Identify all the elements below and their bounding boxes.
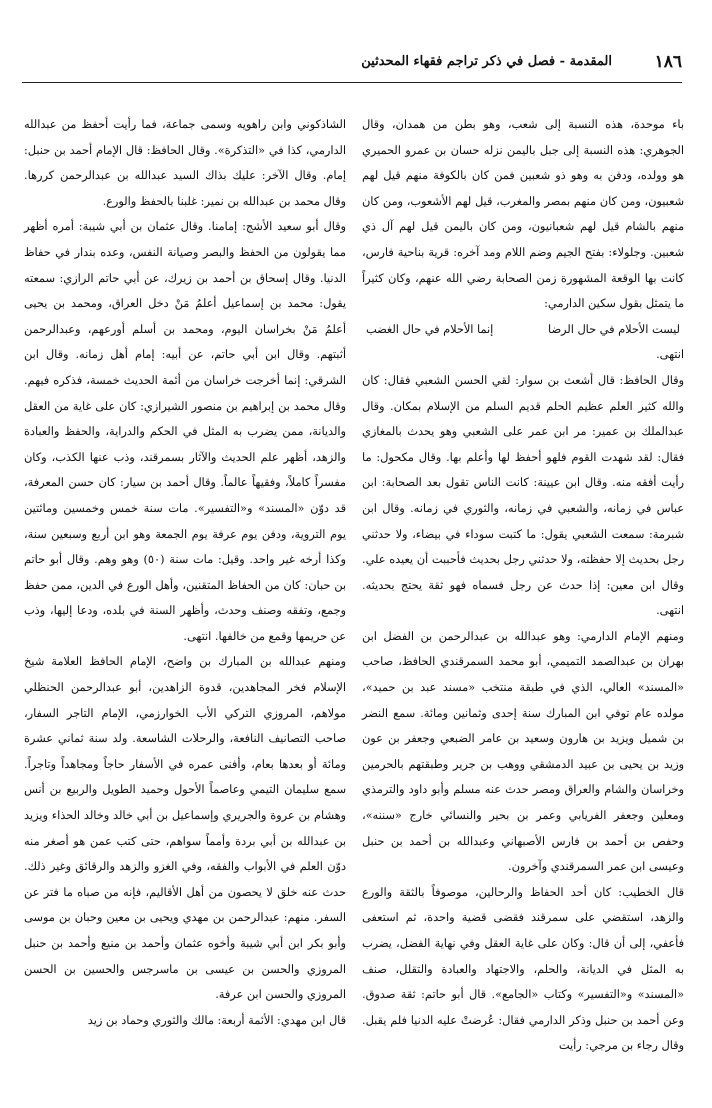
right-column	[362, 112, 684, 1059]
paragraph: باء موحدة، هذه النسبة إلى شعب، وهو بطن من همدان، وقال الجوهري: هذه النسبة إلى جبل باليمن نزله حسان بن عمرو الحميري هو وولده، ودفن به وهو ذو شعبين فمن كان بالكوفة منهم قيل لهم شعبيون، ومن كان منهم بمصر والمغرب، قيل لهم الأشعوب، ومن كان منهم بالشام قيل لهم شعبانيون، ومن كان باليمن قيل لهم آل ذي شعبين. وجلولاء: بفتح الجيم وضم اللام ومد آخره: قرية بناحية فارس، كانت بها الوقعة المشهورة زمن الصحابة رضي الله عنهم، وكان كثيراً ما يتمثل بقول سكين الدارمي:	[362, 118, 684, 311]
paragraph: ومنهم الإمام الدارمي: وهو عبدالله بن عبدالرحمن بن الفضل ابن بهران بن عبدالصمد التميمي، أبو محمد السمرقندي الحافظ، صاحب «المسند» العالي، الذي في طبقة منتخب «مسند عبد بن حميد»، مولده عام توفي ابن المبارك سنة إحدى وثمانين ومائة. سمع النضر بن شميل ويزيد بن هارون وسعيد بن عامر الضبعي وجعفر بن عون وزيد بن يحيى بن عبيد الدمشقي ووهب بن جرير وطبقتهم بالحرمين وخراسان والشام والعراق ومصر حدث عنه مسلم وأبو داود والترمذي ومعلين وجعفر الفريابي وعمر بن بحير والنسائي خارج «سننه»، وحفص بن أحمد بن فارس الأصبهاني وعبدالله بن أحمد بن حنبل وعيسى ابن عمر السمرقندي وآخرون.	[362, 629, 684, 874]
left-column	[24, 112, 346, 1033]
paragraph: قال ابن مهدي: الأئمة أربعة: مالك والثوري وحماد بن زيد	[87, 1013, 346, 1027]
paragraph-end: انتهى.	[656, 348, 684, 362]
poetry-verse	[362, 317, 684, 343]
page-header	[22, 52, 682, 83]
paragraph: ومنهم عبدالله بن المبارك بن واضح، الإمام الحافظ العلامة شيخ الإسلام فخر المجاهدين، قدوة الزاهدين، أبو عبدالرحمن الحنظلي مولاهم، المروزي التركي الأب الخوارزمي، الإمام التاجر السفار، صاحب التصانيف النافعة، والرحلات الشاسعة. ولد سنة ثماني عشرة ومائة أو بعدها بعام، وأفنى عمره في الأسفار حاجاً ومجاهداً وتاجراً. سمع سليمان التيمي وعاصماً الأحول وحميد الطويل والربيع بن أنس وهشام بن عروة والجريري وإسماعيل بن أبي خالد وخالد الحذاء ويزيد بن عبدالله بن أبي بردة وأمماً سواهم، حتى كتب عمن هو أصغر منه دوّن العلم في الأبواب والفقه، وفي الغزو والزهد والرقائق وغير ذلك. حدث عنه خلق لا يحصون من أهل الأقاليم، فإنه من صباه ما فتر عن السفر. منهم: عبدالرحمن بن مهدي ويحيى بن معين وحبان بن موسى وأبو بكر ابن أبي شيبة وأخوه عثمان وأحمد بن منيع وأحمد بن حنبل المروزي والحسن بن عيسى بن ماسرجس والحسين بن الحسن المروزي والحسن ابن عرفة.	[24, 655, 346, 1002]
page-number: ١٨٦	[654, 52, 682, 72]
paragraph: قال الخطيب: كان أحد الحفاظ والرحالين، موصوفاً بالثقة والورع والزهد، استقضي على سمرقند فقضى قضية واحدة، ثم استعفى فأعفي، إلى أن قال: وكان على غاية العقل وفي نهاية الفضل، يضرب به المثل في الديانة، والحلم، والاجتهاد والعبادة والتقلل، صنف «المسند» و«التفسير» وكتاب «الجامع». قال أبو حاتم: ثقة صدوق. وعن أحمد بن حنبل وذكر الدارمي فقال: عُرضتْ عليه الدنيا فلم يقبل. وقال رجاء بن مرجي: رأيت	[362, 885, 684, 1053]
running-title: المقدمة - فصل في ذكر تراجم فقهاء المحدثين	[361, 54, 612, 69]
paragraph: الشاذكوني وابن راهويه وسمى جماعة، فما رأيت أحفظ من عبدالله الدارمي، كذا في «التذكرة». وقال الحافظ: قال الإمام أحمد بن حنبل: إمام. وقال الآخر: عليك بذاك السيد عبدالله بن عبدالرحمن كررها. وقال محمد بن عبدالله بن نمير: غلبنا بالحفظ والورع.	[24, 118, 346, 208]
verse-second-hemistich: إنما الأحلام في حال الغضب	[366, 322, 494, 336]
paragraph: وقال أبو سعيد الأشج: إمامنا. وقال عثمان بن أبي شيبة: أمره أظهر مما يقولون من الحفظ والبصر وصيانة النفس، وعده بندار في حفاظ الدنيا. وقال إسحاق بن أحمد بن زيرك، عن أبي حاتم الرازي: سمعته يقول: محمد بن إسماعيل أعلمُ مَنْ دخل العراق، ومحمد بن يحيى أعلمُ مَنْ بخراسان اليوم، ومحمد بن أسلم أورعهم، وعبدالرحمن أثبتهم. وقال ابن أبي حاتم، عن أبيه: إمام أهل زمانه. وقال ابن الشرقي: إنما أخرجت خراسان من أئمة الحديث خمسة، فذكره فيهم. وقال محمد بن إبراهيم بن منصور الشيرازي: كان على غاية من العقل والديانة، ممن يضرب به المثل في الحكم والدراية، والحفظ والعبادة والزهد، أظهر علم الحديث والآثار بسمرقند، وذب عنها الكذب، وكان مفسراً كاملاً، وفقيهاً عالماً. وقال أحمد بن سيار: كان حسن المعرفة، قد دوّن «المسند» و«التفسير». مات سنة خمس وخمسين ومائتين يوم التروية، ودفن يوم عرفة يوم الجمعة وهو ابن أربع وسبعين سنة، وكذا أرخه غير واحد. وقيل: مات سنة (٥٠) وهو وهم. وقال أبو حاتم بن حبان: كان من الحفاظ المتقنين، وأهل الورع في الدين، ممن حفظ وجمع، وتفقه وصنف وحدث، وأظهر السنة في بلده، ودعا إليها، وذب عن حريمها وقمع من خالفها. انتهى.	[24, 220, 346, 643]
verse-first-hemistich: ليست الأحلام في حال الرضا	[548, 322, 680, 336]
paragraph: وقال الحافظ: قال أشعث بن سوار: لقي الحسن الشعبي فقال: كان والله كثير العلم عظيم الحلم قديم السلم من الإسلام بمكان. وقال عبدالملك بن عمير: مر ابن عمر على الشعبي وهو يحدث بالمغازي فقال: لقد شهدت القوم فلهو أحفظ لها وأعلم بها. وقال مكحول: ما رأيت أفقه منه. وقال ابن عيينة: كانت الناس تقول بعد الصحابة: ابن عباس في زمانه، والشعبي في زمانه، والثوري في زمانه. وقال ابن شبرمة: سمعت الشعبي يقول: ما كتبت سوداء في بيضاء، ولا حدثني رجل بحديث إلا حفظته، ولا حدثني رجل بحديث فأحببت أن يعيده علي. وقال ابن معين: إذا حدث عن رجل فسماه فهو ثقة يحتج بحديثه. انتهى.	[362, 373, 684, 618]
